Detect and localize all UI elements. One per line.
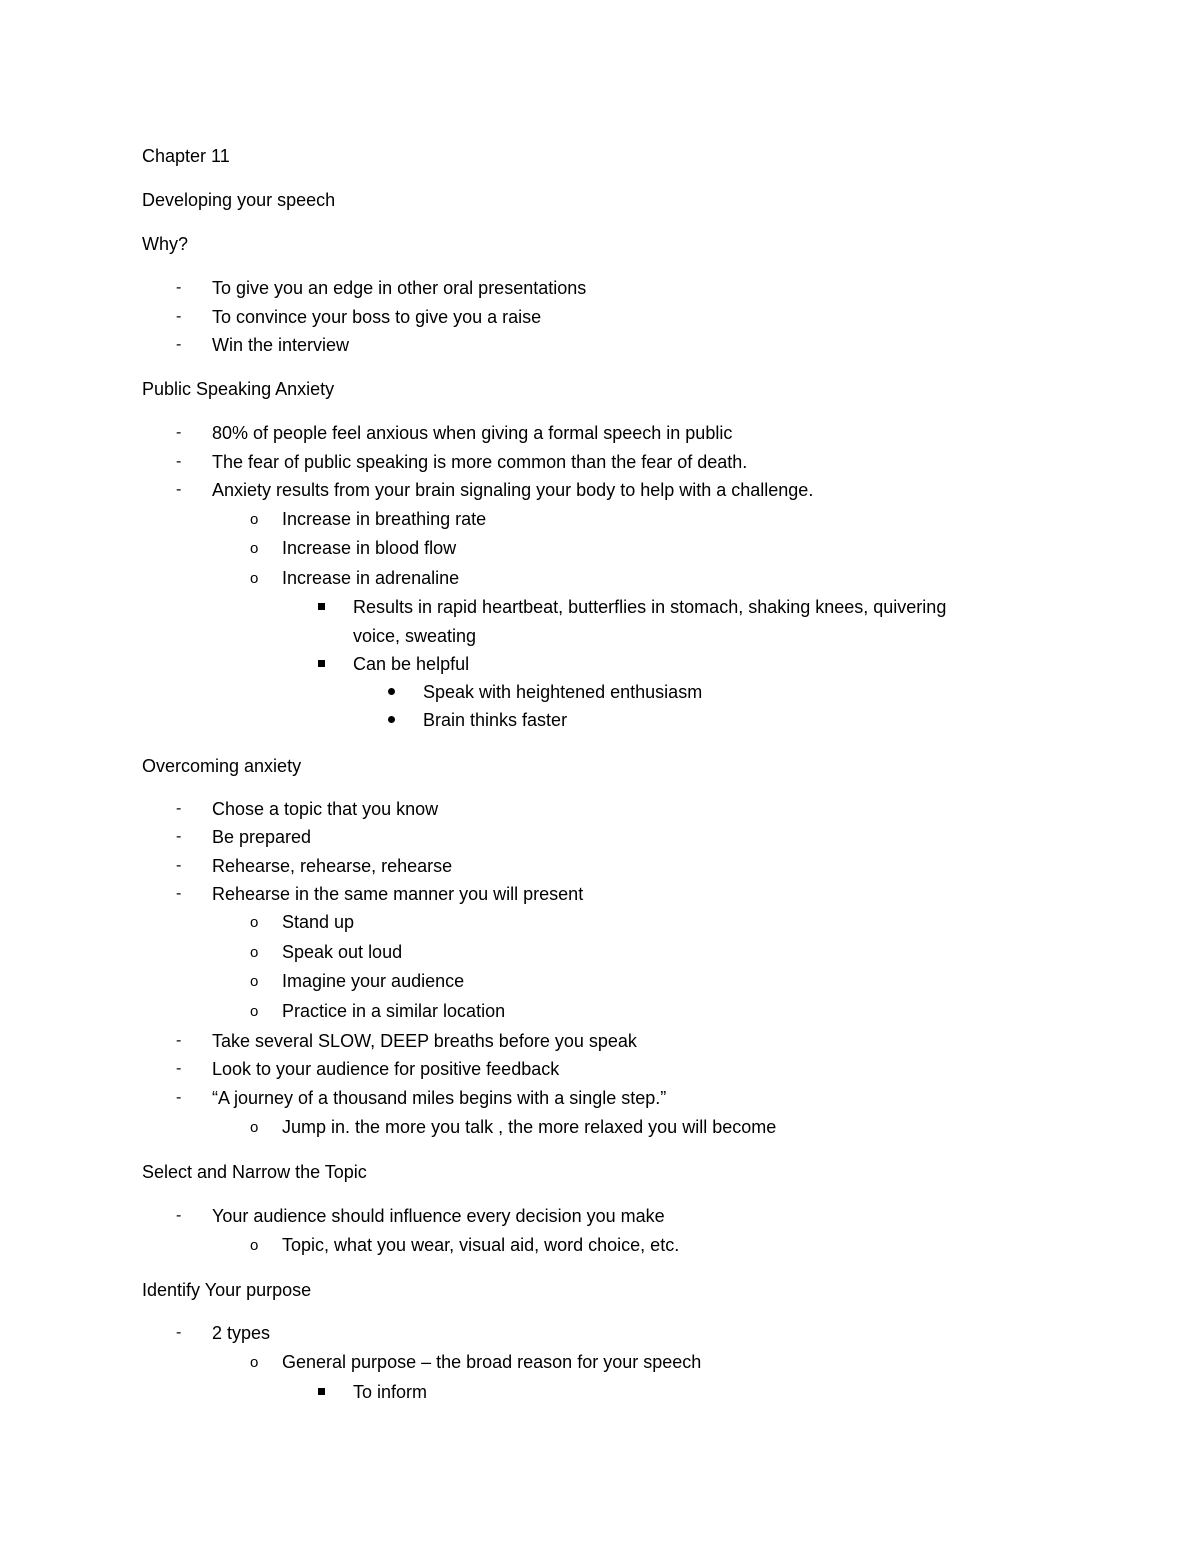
- circle-bullet: o: [250, 540, 259, 557]
- list-item: 80% of people feel anxious when giving a formal speech in public: [212, 423, 733, 443]
- circle-bullet: o: [250, 914, 259, 931]
- list-item: Rehearse, rehearse, rehearse: [212, 856, 453, 876]
- section-heading-select: Select and Narrow the Topic: [142, 1162, 367, 1182]
- sub-sub-list-item: Results in rapid heartbeat, butterflies in stomach, shaking knees, quivering: [353, 597, 947, 617]
- sub-list-item: Imagine your audience: [282, 971, 465, 991]
- chapter-title: Chapter 11: [142, 146, 230, 166]
- dash-bullet: -: [176, 453, 182, 470]
- list-item: Look to your audience for positive feedback: [212, 1059, 560, 1079]
- sub-list-item: Practice in a similar location: [282, 1001, 506, 1021]
- dash-bullet: -: [176, 857, 182, 874]
- sub-sub-list-item: To inform: [353, 1382, 428, 1402]
- list-item: Rehearse in the same manner you will present: [212, 884, 584, 904]
- list-item: To convince your boss to give you a raise: [212, 307, 542, 327]
- sub-list-item: Speak out loud: [282, 942, 403, 962]
- sub-sub-list-item-continued: voice, sweating: [353, 626, 477, 646]
- dash-bullet: -: [176, 885, 182, 902]
- list-item: Be prepared: [212, 827, 312, 847]
- sub-list-item: Increase in blood flow: [282, 538, 457, 558]
- square-bullet: [318, 1388, 325, 1395]
- list-item: Chose a topic that you know: [212, 799, 439, 819]
- section-heading-overcoming: Overcoming anxiety: [142, 756, 302, 776]
- list-item: Take several SLOW, DEEP breaths before you speak: [212, 1031, 637, 1051]
- sub-sub-list-item: Can be helpful: [353, 654, 470, 674]
- dash-bullet: -: [176, 1089, 182, 1106]
- circle-bullet: o: [250, 944, 259, 961]
- dash-bullet: -: [176, 1207, 182, 1224]
- sub-sub-sub-list-item: Brain thinks faster: [423, 710, 568, 730]
- dash-bullet: -: [176, 828, 182, 845]
- section-heading-purpose: Identify Your purpose: [142, 1280, 312, 1300]
- list-item: 2 types: [212, 1323, 271, 1343]
- list-item: Anxiety results from your brain signaling your body to help with a challenge.: [212, 480, 814, 500]
- sub-list-item: Jump in. the more you talk , the more relaxed you will become: [282, 1117, 777, 1137]
- section-heading-anxiety: Public Speaking Anxiety: [142, 379, 335, 399]
- dash-bullet: -: [176, 1032, 182, 1049]
- list-item: To give you an edge in other oral presentations: [212, 278, 587, 298]
- dash-bullet: -: [176, 800, 182, 817]
- sub-list-item: Increase in breathing rate: [282, 509, 487, 529]
- sub-list-item: General purpose – the broad reason for your speech: [282, 1352, 702, 1372]
- list-item: The fear of public speaking is more common than the fear of death.: [212, 452, 748, 472]
- section-heading-why: Why?: [142, 234, 189, 254]
- dot-bullet: [388, 688, 395, 695]
- list-item: Your audience should influence every decision you make: [212, 1206, 665, 1226]
- dash-bullet: -: [176, 481, 182, 498]
- circle-bullet: o: [250, 1237, 259, 1254]
- sub-list-item: Topic, what you wear, visual aid, word choice, etc.: [282, 1235, 680, 1255]
- page-subtitle: Developing your speech: [142, 190, 336, 210]
- circle-bullet: o: [250, 973, 259, 990]
- dot-bullet: [388, 716, 395, 723]
- list-item: Win the interview: [212, 335, 350, 355]
- circle-bullet: o: [250, 1354, 259, 1371]
- circle-bullet: o: [250, 570, 259, 587]
- dash-bullet: -: [176, 336, 182, 353]
- dash-bullet: -: [176, 424, 182, 441]
- list-item-quote: “A journey of a thousand miles begins with a single step.”: [212, 1088, 667, 1108]
- sub-sub-sub-list-item: Speak with heightened enthusiasm: [423, 682, 703, 702]
- square-bullet: [318, 660, 325, 667]
- sub-list-item: Increase in adrenaline: [282, 568, 460, 588]
- circle-bullet: o: [250, 1003, 259, 1020]
- dash-bullet: -: [176, 1324, 182, 1341]
- dash-bullet: -: [176, 1060, 182, 1077]
- dash-bullet: -: [176, 279, 182, 296]
- sub-list-item: Stand up: [282, 912, 355, 932]
- circle-bullet: o: [250, 511, 259, 528]
- dash-bullet: -: [176, 308, 182, 325]
- square-bullet: [318, 603, 325, 610]
- circle-bullet: o: [250, 1119, 259, 1136]
